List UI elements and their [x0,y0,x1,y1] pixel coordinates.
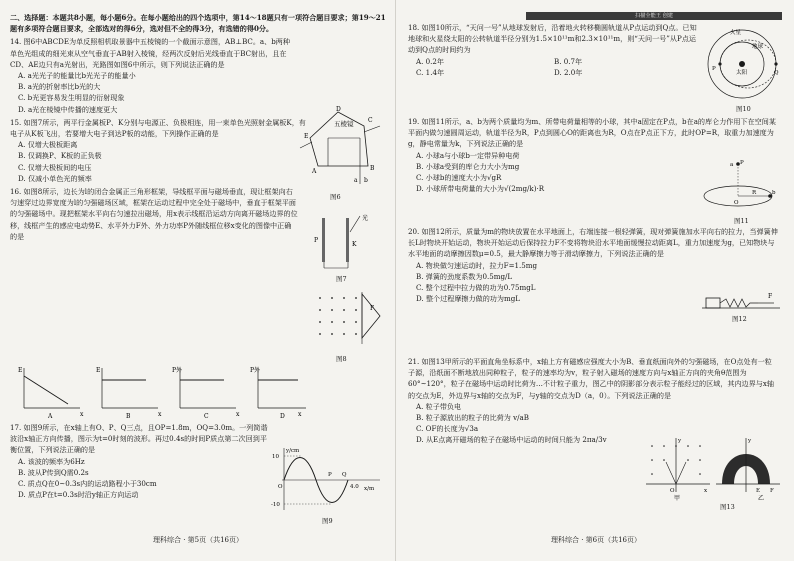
question-18 [408,22,700,78]
question-15-option-b: B. 仅调换P、K板的正负极 [18,151,102,161]
graph-a-tag: A [48,413,53,420]
question-17 [10,422,268,500]
figure-13-y: y [678,438,682,444]
question-18-option-b: B. 0.7年 [554,56,583,66]
figure-6-ray-b: b [364,177,368,184]
question-17-option-a: A. 该波的频率为6Hz [18,456,85,466]
section-heading: 二、选择题：本题共8小题，每小题6分。在每小题给出的四个选项中，第14～18题只有一项符合题目要求；第19～21题有多项符合题目要求，全部选对的得6分，选对但不全的得3分，有选错的得0分。 [10,13,386,34]
question-19-option-c: C. 小球b的速度大小为√gR [416,173,502,183]
question-16 [10,186,298,242]
question-17-option-c: C. 质点Q在0~0.3s内的运动路程小于30cm [18,479,157,489]
figure-11-p: P [740,160,744,166]
question-15-option-c: C. 仅增大极板间的电压 [18,162,92,172]
figure-13-f: F [770,488,774,494]
graph-a-axis: E [18,367,23,374]
graph-d-tag: D [280,413,285,420]
figure-7-plates [306,212,376,270]
graph-b [96,367,162,420]
question-19-stem: 19. 如图11所示，a、b为两个质量均为m、所带电荷量相等的小球，其中a固定在P点，b在a的库仑力作用下在空间某平面内做匀速圆周运动，轨道半径为R，P点到圆心O的距离也为R，O点在P点正下方，此时OP=R，取重力加速度为g，静电常量为k，下列说法正确的是 [408,117,776,149]
figure-10-caption: 图10 [736,105,751,113]
question-15-option-a: A. 仅增大极板距离 [18,140,78,150]
figure-9-tick-10: 10 [272,454,279,460]
figure-6-label-e: E [304,133,309,140]
question-20-option-c: C. 整个过程中拉力做的功为0.75mgL [416,283,536,293]
graph-a-x: x [80,411,84,418]
figure-9-tick-origin: O [278,484,283,490]
question-21 [408,356,778,446]
question-17-option-d: D. 质点P在t=0.3s时沿y轴正方向运动 [18,490,139,500]
right-page-footer: 理科综合 · 第6页（共16页） [550,535,642,544]
question-15 [10,117,310,184]
question-19-option-b: B. 小球a受到的库仑力大小为mg [416,161,520,171]
figure-11-r: R [752,190,757,196]
question-21-stem: 21. 如图13甲所示的平面直角坐标系中，x轴上方有磁感应强度大小为B、垂直纸面向外的匀强磁场，在O点处有一粒子源，沿纸面不断地放出同种粒子，粒子的速率均为v，粒子射入磁场的速度方向与x轴正方向的夹角θ范围为60°~120°，粒子在磁场中运动时比荷为…不计粒子重力，图乙中的阴影部分表示粒子能经过的区域，其内边界与x轴的交点为E，外边界与x轴的交点为F，与y轴的交点为D（a，0）。下列说法正确的是 [408,357,774,400]
figure-11-caption: 图11 [734,217,749,225]
figure-7-label-p: P [314,237,319,244]
graph-b-axis: E [96,367,101,374]
right-page [408,12,784,542]
figure-13-sub-b: 乙 [758,495,765,502]
figure-6-ray-a: a [354,177,358,184]
page-gutter [395,0,396,561]
graph-b-x: x [158,411,162,418]
figure-6-caption: 图6 [330,193,341,201]
figure-11-a: a [730,162,734,168]
figure-13-sub-a: 甲 [674,495,681,502]
figure-9-tick-neg10: -10 [271,502,280,508]
figure-11-circular-motion [694,158,782,214]
figure-10-orbits [702,24,782,104]
question-19-option-d: D. 小球所带电荷量的大小为√(2mg/k)·R [416,184,545,194]
question-20-option-d: D. 整个过程摩擦力做的功为mgL [416,294,520,304]
figure-7-label-k: K [352,241,357,248]
figure-10-q: Q [774,70,779,76]
question-20-stem: 20. 如图12所示，质量为m的物块放置在水平地面上，右端连接一根轻弹簧，现对弹簧施加水平向右的拉力，当弹簧伸长L时物块开始运动，物块开始运动后保持拉力F不变将物块沿水平地面缓慢拉动距离L，重力加速度为g，已知物块与水平地面的动摩擦因数μ=0.5，最大静摩擦力等于滑动摩擦力，下列说法正确的是 [408,227,778,259]
question-21-option-b: B. 粒子源放出的粒子的比荷为 v/aB [416,413,529,423]
question-18-stem: 18. 如图10所示，“天问一号”从地球发射后，沿着地火转移椭圆轨道从P点运动到Q点。已知地球和火星绕太阳的公转轨道半径分别为1.5×10¹¹m和2.3×10¹¹m，则“天问一号”从P点运动到Q点的时间约为 [408,23,697,55]
figure-13-magnetic-field [644,436,784,502]
figure-13-e: E [756,488,761,494]
scanner-stamp: 扫描全能王 创建 [526,12,782,20]
graph-c [172,366,240,420]
figure-9-tick-p: P [328,472,332,478]
figure-11-b: b [772,190,776,196]
graph-b-tag: B [126,413,131,420]
figure-6-title: 五棱镜 [334,120,354,128]
figure-13-d: D [748,450,753,456]
question-14-stem: 14. 图6中ABCDE为单反照相机取景器中五棱镜的一个截面示意图，AB⊥BC。a、b两种单色光组成的细光束从空气垂直于AB射入棱镜，经两次反射后光线垂直于BC射出，且在CD、AE边只有a光射出，光路图如图6中所示，则下列说法正确的是 [10,37,290,69]
figure-12-block-spring [698,286,782,316]
question-18-option-d: D. 2.0年 [554,67,583,77]
left-page [10,12,386,542]
question-14 [10,36,292,114]
figure-12-f: F [768,293,773,300]
figure-10-p: P [712,66,716,72]
figure-9-y-label: y/cm [286,448,300,454]
figure-13-o: O [670,488,675,494]
question-19-option-a: A. 小球a与小球b一定带异种电荷 [416,150,520,160]
figure-10-mars: 火星 [730,30,742,36]
figure-6-pentaprism [298,108,384,190]
figure-6-label-d: D [336,106,341,113]
question-20-option-a: A. 物块做匀速运动时，拉力F=1.5mg [416,260,538,270]
graph-c-x: x [236,411,240,418]
graph-d-x: x [298,411,302,418]
figure-13-x: x [704,488,708,494]
question-21-option-a: A. 粒子带负电 [416,401,462,411]
question-21-option-d: D. 从E点离开磁场的粒子在磁场中运动的时间只能为 2πa/3v [416,435,607,445]
figure-10-sun: 太阳 [736,70,748,76]
graph-c-axis: P外 [172,367,183,374]
figure-13-caption: 图13 [720,503,735,511]
question-20-option-b: B. 弹簧的劲度系数为0.5mg/L [416,271,513,281]
question-14-option-a: A. a光光子的能量比b光光子的能量小 [18,71,136,81]
figure-6-label-a: A [312,168,317,175]
figure-7-caption: 图7 [336,275,347,283]
graph-a [18,367,84,420]
left-page-footer: 理科综合 · 第5页（共16页） [152,535,244,544]
question-14-option-d: D. a光在棱镜中传播的速度更大 [18,104,118,114]
question-21-option-c: C. OF的长度为√3a [416,424,479,434]
figure-6-label-b: B [370,165,375,172]
figure-8-field [310,290,382,352]
question-14-option-b: B. a光的折射率比b光的大 [18,82,101,92]
figure-9-tick-4: 4.0 [350,484,359,490]
graph-d [250,366,306,420]
figure-8-caption: 图8 [336,355,347,363]
figure-6-label-c: C [368,117,373,124]
question-17-stem: 17. 如图9所示，在x轴上有O、P、Q三点，且OP=1.8m，OQ=3.0m。一列简谐波沿x轴正方向传播，图示为t=0时刻的波形。再过0.4s的时间P质点第二次回到平衡位置，下列说法正确的是 [10,423,268,455]
question-17-option-b: B. 波从P传到Q需0.2s [18,467,89,477]
graph-c-tag: C [204,413,209,420]
figure-9-wave [272,446,384,514]
question-16-stem: 16. 如图8所示，边长为l的闭合金属正三角形框架，导线框平面与磁场垂直，现让框架向右匀速穿过边界宽度为l的匀强磁场区域，框架在运动过程中完全处于磁场中，垂直于框架平面的匀强磁场中。现把框架水平向右匀速拉出磁场，用x表示线框沿运动方向离开磁场边界的位移，线框产生的感应电动势E、水平外力F外、外力功率P外随线框位移x变化的图像中正确的是 [10,187,298,241]
figure-8-label-f: F [370,305,375,312]
question-15-stem: 15. 如图7所示，两平行金属板P、K分别与电源正、负极相连，用一束单色光照射金属板K，有电子从K板飞出，若要增大电子到达P板的动能，下列操作正确的是 [10,117,306,139]
figure-12-caption: 图12 [732,315,747,323]
figure-9-caption: 图9 [322,517,333,525]
figure-10-earth: 地球 [752,44,764,50]
question-16-answer-graphs [18,364,308,420]
question-18-option-a: A. 0.2年 [416,56,445,66]
figure-9-tick-q: Q [342,472,347,478]
figure-9-x-label: x/m [364,486,375,492]
question-18-option-c: C. 1.4年 [416,67,445,77]
graph-d-axis: P外 [250,367,261,374]
question-15-option-d: D. 仅减小单色光的频率 [18,173,92,183]
figure-13-y2: y [748,438,752,444]
figure-11-o: O [734,200,739,206]
figure-7-label-light: 光 [362,215,369,222]
question-14-option-c: C. b光更容易发生明显的衍射现象 [18,93,125,103]
